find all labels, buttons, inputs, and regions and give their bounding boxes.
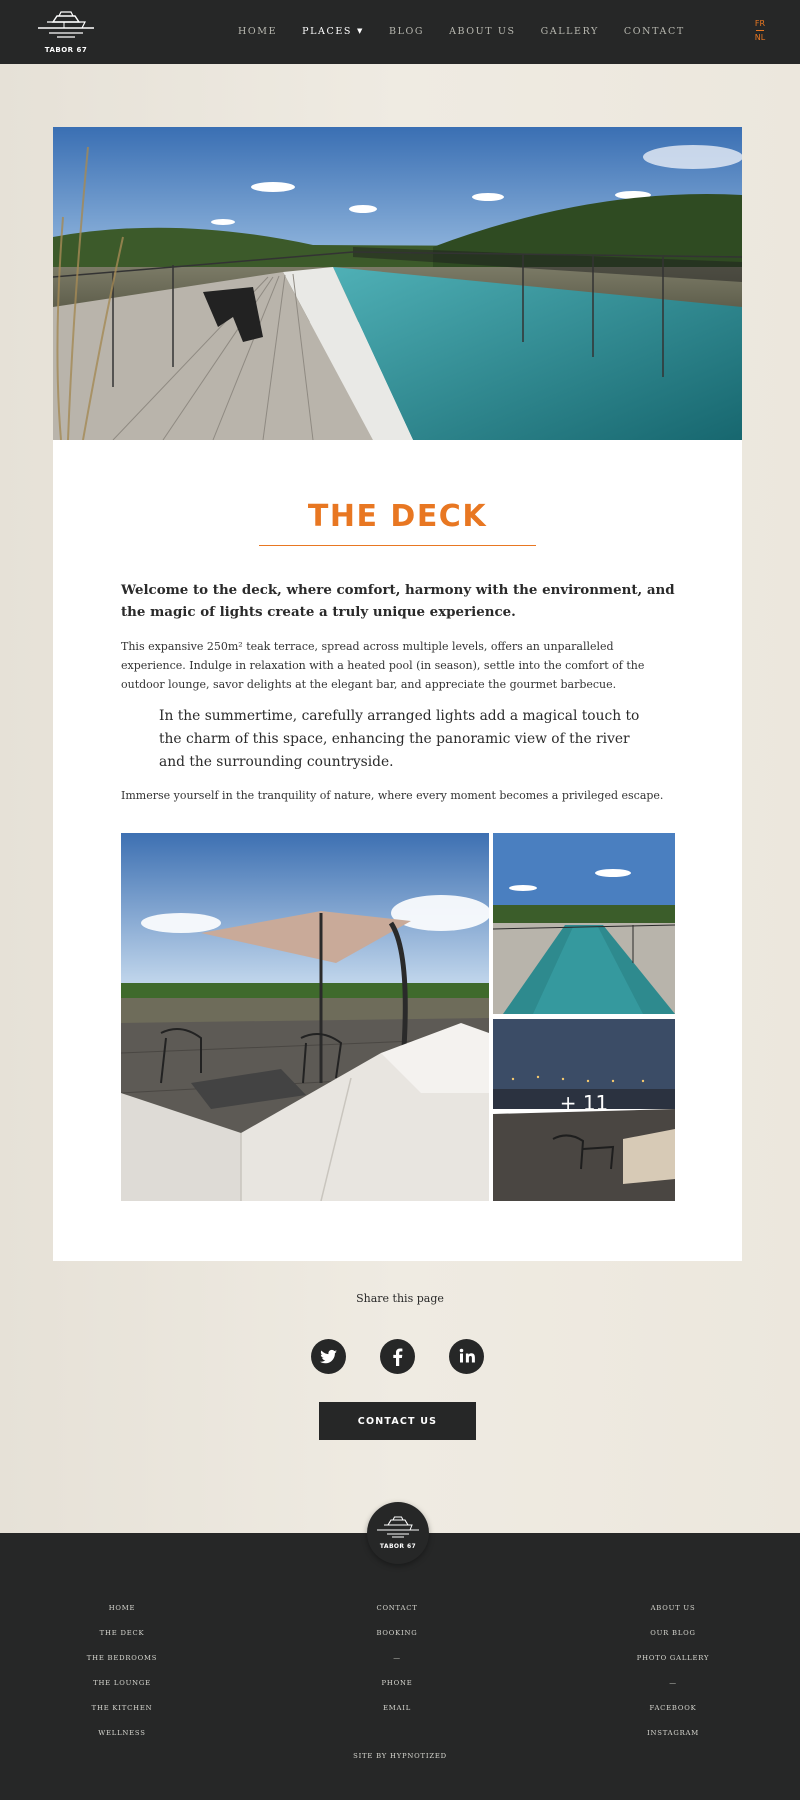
contact-us-button[interactable]: CONTACT US bbox=[319, 1402, 476, 1440]
footer-link-email[interactable]: EMAIL bbox=[382, 1704, 412, 1712]
footer-link-home[interactable]: HOME bbox=[108, 1604, 136, 1612]
pull-quote: In the summertime, carefully arranged lights add a magical touch to the charm of this space, enhancing the panoramic view of the river and the surrounding countryside. bbox=[159, 708, 640, 770]
nav-contact[interactable]: CONTACT bbox=[623, 26, 685, 37]
logo-text: TABOR 67 bbox=[44, 46, 88, 54]
gallery-image-night[interactable] bbox=[493, 1019, 675, 1201]
share-label: Share this page bbox=[356, 1292, 444, 1305]
footer-link-the-lounge[interactable]: THE LOUNGE bbox=[93, 1679, 151, 1687]
caret-down-icon: ▼ bbox=[357, 27, 364, 35]
footer-link-photo-gallery[interactable]: PHOTO GALLERY bbox=[636, 1654, 710, 1662]
footer-logo-text: TABOR 67 bbox=[379, 1543, 417, 1550]
language-switcher bbox=[750, 19, 770, 43]
footer-link-phone[interactable]: PHONE bbox=[381, 1679, 413, 1687]
lang-nl[interactable]: NL bbox=[754, 33, 766, 42]
gallery-image-pool[interactable] bbox=[493, 833, 675, 1014]
site-logo[interactable] bbox=[35, 10, 97, 56]
footer-link-facebook[interactable]: FACEBOOK bbox=[649, 1704, 697, 1712]
content-card bbox=[53, 127, 742, 1261]
share-facebook-button[interactable] bbox=[380, 1339, 415, 1374]
nav-places-label: PLACES bbox=[302, 26, 353, 37]
gallery-image-lounge[interactable] bbox=[121, 833, 489, 1201]
lang-divider bbox=[756, 30, 764, 31]
footer-divider: — bbox=[669, 1679, 677, 1687]
footer-column-about bbox=[583, 1602, 763, 1752]
hero-image bbox=[53, 127, 742, 440]
page-title: THE DECK bbox=[307, 499, 488, 534]
share-twitter-button[interactable] bbox=[311, 1339, 346, 1374]
lead-paragraph: Welcome to the deck, where comfort, harmony with the environment, and the magic of lights create a truly unique experience. bbox=[121, 582, 675, 620]
facebook-icon bbox=[380, 1339, 415, 1374]
footer-link-instagram[interactable]: INSTAGRAM bbox=[647, 1729, 699, 1737]
body-paragraph-1: This expansive 250m² teak terrace, spread across multiple levels, offers an unparalleled experience. Indulge in relaxation with a heated pool (in season), settle into the comfort of the outdoor lounge, savor delights at the elegant bar, and appreciate the gourmet barbecue. bbox=[121, 640, 645, 691]
footer-link-the-deck[interactable]: THE DECK bbox=[99, 1629, 145, 1637]
twitter-icon bbox=[311, 1339, 346, 1374]
nav-about-us[interactable]: ABOUT US bbox=[449, 26, 516, 37]
footer-link-our-blog[interactable]: OUR BLOG bbox=[650, 1629, 696, 1637]
boat-logo-icon bbox=[367, 1502, 429, 1564]
footer-link-wellness[interactable]: WELLNESS bbox=[98, 1729, 146, 1737]
share-linkedin-button[interactable] bbox=[449, 1339, 484, 1374]
footer-column-places bbox=[32, 1602, 212, 1752]
title-divider bbox=[259, 545, 536, 546]
nav-home[interactable]: HOME bbox=[238, 26, 278, 37]
linkedin-icon bbox=[449, 1339, 484, 1374]
nav-places[interactable] bbox=[302, 26, 364, 37]
boat-logo-icon bbox=[35, 10, 97, 46]
lang-fr[interactable]: FR bbox=[754, 19, 766, 28]
footer-divider: — bbox=[393, 1654, 401, 1662]
footer-link-the-bedrooms[interactable]: THE BEDROOMS bbox=[86, 1654, 158, 1662]
site-header bbox=[0, 0, 800, 64]
footer-link-the-kitchen[interactable]: THE KITCHEN bbox=[91, 1704, 153, 1712]
nav-blog[interactable]: BLOG bbox=[389, 26, 425, 37]
gallery-more-count[interactable]: + 11 bbox=[559, 1091, 609, 1115]
site-credit[interactable]: SITE BY HYPNOTIZED bbox=[353, 1752, 447, 1760]
footer-link-contact[interactable]: CONTACT bbox=[376, 1604, 418, 1612]
footer-link-about-us[interactable]: ABOUT US bbox=[650, 1604, 696, 1612]
nav-gallery[interactable]: GALLERY bbox=[540, 26, 599, 37]
footer-link-booking[interactable]: BOOKING bbox=[376, 1629, 418, 1637]
footer-logo[interactable] bbox=[367, 1502, 429, 1564]
main-nav bbox=[238, 26, 710, 37]
footer-column-contact bbox=[307, 1602, 487, 1727]
body-paragraph-2: Immerse yourself in the tranquility of nature, where every moment becomes a privileged escape. bbox=[121, 789, 664, 802]
